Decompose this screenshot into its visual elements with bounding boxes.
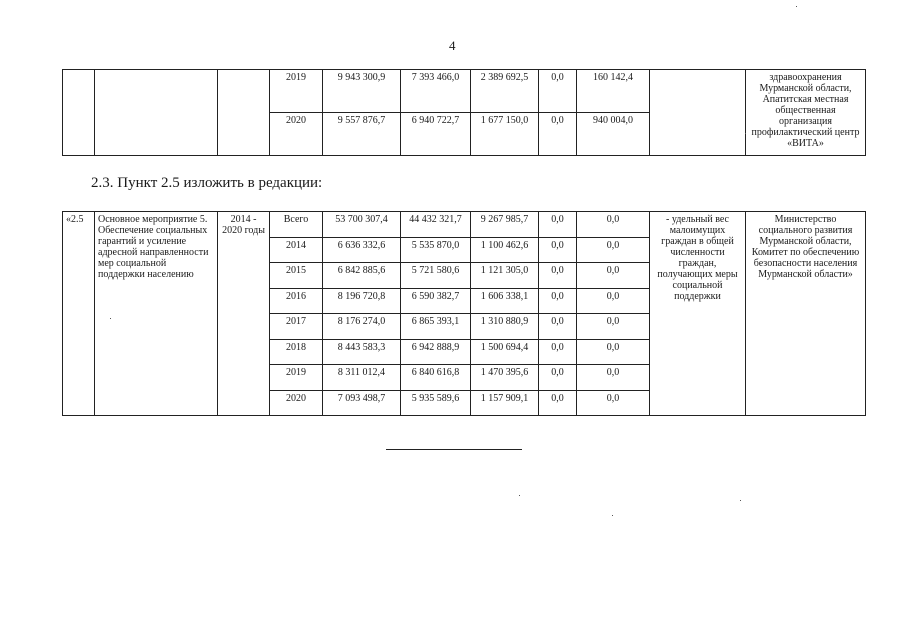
total-cell: 8 196 720,8 bbox=[323, 288, 401, 314]
regional-budget-cell: 5 535 870,0 bbox=[401, 237, 471, 263]
federal-budget-cell: 1 606 338,1 bbox=[471, 288, 539, 314]
federal-budget-cell: 9 267 985,7 bbox=[471, 212, 539, 238]
local-budget-cell: 0,0 bbox=[539, 390, 577, 416]
federal-budget-cell: 1 157 909,1 bbox=[471, 390, 539, 416]
local-budget-cell: 0,0 bbox=[539, 263, 577, 289]
total-cell: 8 311 012,4 bbox=[323, 365, 401, 391]
other-sources-cell: 0,0 bbox=[577, 212, 650, 238]
regional-budget-cell: 6 590 382,7 bbox=[401, 288, 471, 314]
table-row bbox=[63, 212, 866, 238]
other-sources-cell: 940 004,0 bbox=[577, 113, 650, 156]
activity-cell: Основное мероприятие 5. Обеспечение социальных гарантий и усиление адресной направленности мер социальной поддержки населению bbox=[95, 212, 218, 416]
executor-cell: здравоохранения Мурманской области, Апатитская местная общественная организация профилактический центр «ВИТА» bbox=[746, 70, 866, 156]
local-budget-cell: 0,0 bbox=[539, 314, 577, 340]
total-cell: 53 700 307,4 bbox=[323, 212, 401, 238]
item-cell bbox=[63, 70, 95, 156]
other-sources-cell: 0,0 bbox=[577, 237, 650, 263]
federal-budget-cell: 1 121 305,0 bbox=[471, 263, 539, 289]
scan-speck bbox=[519, 495, 520, 496]
scan-speck bbox=[110, 318, 111, 319]
executor-cell: Министерство социального развития Мурманской области, Комитет по обеспечению безопасности населения Мурманской области» bbox=[746, 212, 866, 416]
regional-budget-cell: 6 940 722,7 bbox=[401, 113, 471, 156]
year-cell: 2015 bbox=[270, 263, 323, 289]
year-cell: 2019 bbox=[270, 70, 323, 113]
local-budget-cell: 0,0 bbox=[539, 113, 577, 156]
footnote-separator-line bbox=[386, 449, 522, 450]
activity-cell bbox=[95, 70, 218, 156]
regional-budget-cell: 5 935 589,6 bbox=[401, 390, 471, 416]
other-sources-cell: 0,0 bbox=[577, 339, 650, 365]
local-budget-cell: 0,0 bbox=[539, 339, 577, 365]
regional-budget-cell: 44 432 321,7 bbox=[401, 212, 471, 238]
year-cell: 2020 bbox=[270, 390, 323, 416]
period-cell: 2014 - 2020 годы bbox=[218, 212, 270, 416]
federal-budget-cell: 1 100 462,6 bbox=[471, 237, 539, 263]
total-cell: 8 176 274,0 bbox=[323, 314, 401, 340]
total-cell: 9 557 876,7 bbox=[323, 113, 401, 156]
regional-budget-cell: 6 840 616,8 bbox=[401, 365, 471, 391]
section-heading: 2.3. Пункт 2.5 изложить в редакции: bbox=[91, 175, 323, 191]
scan-speck bbox=[740, 500, 741, 501]
local-budget-cell: 0,0 bbox=[539, 70, 577, 113]
total-cell: 7 093 498,7 bbox=[323, 390, 401, 416]
scan-speck bbox=[796, 6, 797, 7]
regional-budget-cell: 7 393 466,0 bbox=[401, 70, 471, 113]
item-number-cell: «2.5 bbox=[63, 212, 95, 416]
federal-budget-cell: 1 310 880,9 bbox=[471, 314, 539, 340]
local-budget-cell: 0,0 bbox=[539, 212, 577, 238]
year-cell: 2017 bbox=[270, 314, 323, 340]
year-cell: 2016 bbox=[270, 288, 323, 314]
scan-speck bbox=[745, 133, 746, 134]
local-budget-cell: 0,0 bbox=[539, 365, 577, 391]
year-cell: 2018 bbox=[270, 339, 323, 365]
federal-budget-cell: 1 470 395,6 bbox=[471, 365, 539, 391]
year-cell: 2019 bbox=[270, 365, 323, 391]
scan-speck bbox=[612, 515, 613, 516]
year-cell: Всего bbox=[270, 212, 323, 238]
other-sources-cell: 0,0 bbox=[577, 314, 650, 340]
other-sources-cell: 0,0 bbox=[577, 263, 650, 289]
local-budget-cell: 0,0 bbox=[539, 237, 577, 263]
table-row bbox=[63, 70, 866, 113]
indicator-cell bbox=[650, 70, 746, 156]
local-budget-cell: 0,0 bbox=[539, 288, 577, 314]
federal-budget-cell: 1 500 694,4 bbox=[471, 339, 539, 365]
page-number: 4 bbox=[449, 38, 456, 53]
regional-budget-cell: 6 865 393,1 bbox=[401, 314, 471, 340]
bottom-table bbox=[62, 211, 866, 416]
federal-budget-cell: 1 677 150,0 bbox=[471, 113, 539, 156]
total-cell: 9 943 300,9 bbox=[323, 70, 401, 113]
other-sources-cell: 0,0 bbox=[577, 365, 650, 391]
total-cell: 6 636 332,6 bbox=[323, 237, 401, 263]
indicator-cell: - удельный вес малоимущих граждан в общей численности граждан, получающих меры социальной поддержки bbox=[650, 212, 746, 416]
other-sources-cell: 0,0 bbox=[577, 288, 650, 314]
total-cell: 6 842 885,6 bbox=[323, 263, 401, 289]
top-table bbox=[62, 69, 866, 156]
period-cell bbox=[218, 70, 270, 156]
year-cell: 2014 bbox=[270, 237, 323, 263]
other-sources-cell: 160 142,4 bbox=[577, 70, 650, 113]
year-cell: 2020 bbox=[270, 113, 323, 156]
regional-budget-cell: 6 942 888,9 bbox=[401, 339, 471, 365]
regional-budget-cell: 5 721 580,6 bbox=[401, 263, 471, 289]
total-cell: 8 443 583,3 bbox=[323, 339, 401, 365]
federal-budget-cell: 2 389 692,5 bbox=[471, 70, 539, 113]
other-sources-cell: 0,0 bbox=[577, 390, 650, 416]
